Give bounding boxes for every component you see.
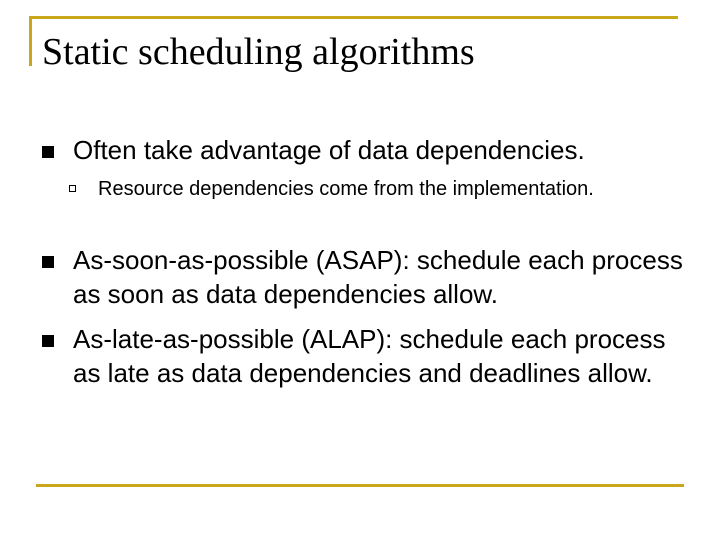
filled-square-bullet-icon [42,256,54,268]
bullet-item-2: As-soon-as-possible (ASAP): schedule each process as soon as data dependencies allow. [73,245,683,309]
filled-square-bullet-icon [42,146,54,158]
bullet-item-1: Often take advantage of data dependencies. [73,135,585,165]
hollow-square-bullet-icon [69,185,76,192]
bottom-border-line [36,484,684,487]
filled-square-bullet-icon [42,335,54,347]
sub-bullet-item-1: Resource dependencies come from the implementation. [98,178,594,200]
bullet-item-3: As-late-as-possible (ALAP): schedule each process as late as data dependencies and deadlines allow. [73,324,666,388]
top-border-line [29,16,678,19]
left-border-line [29,16,32,66]
slide-title: Static scheduling algorithms [42,31,475,73]
